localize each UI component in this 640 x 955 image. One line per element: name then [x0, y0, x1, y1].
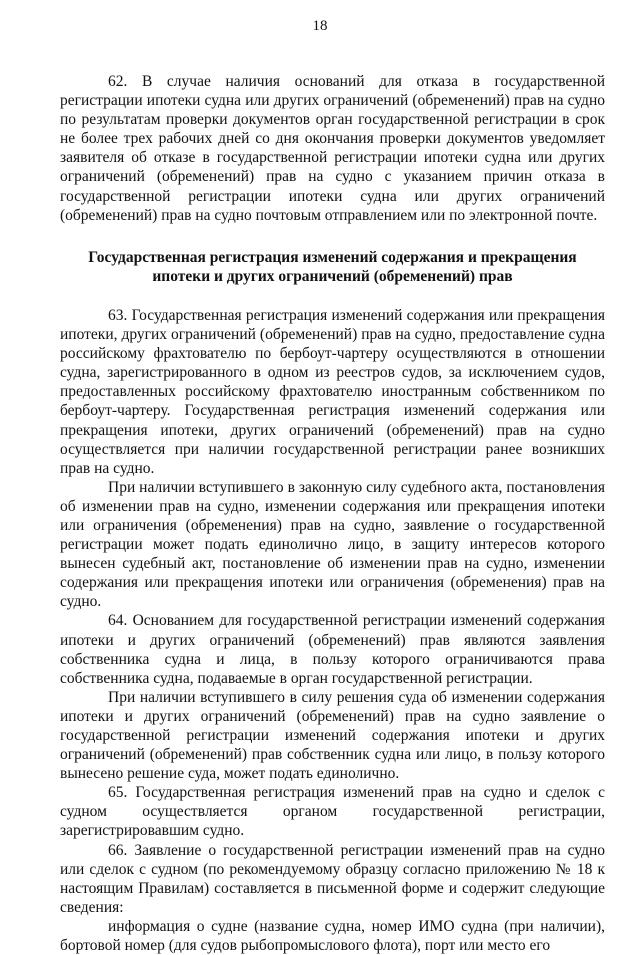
paragraph-64-court-decision: При наличии вступившего в силу решения суда об изменении содержания ипотеки и других ограничений (обременений) прав на судно заявление о государственной регистрации изменений содержания ипотеки и других ограничений (обременений) прав собственник судна или лицо, в пользу которого вынесено решение суда, может подать единолично. [60, 688, 605, 783]
page-number: 18 [312, 18, 328, 34]
paragraph-64: 64. Основанием для государственной регистрации изменений содержания ипотеки и других ограничений (обременений) прав являются заявления собственника судна и лица, в пользу которого ограничиваются права собственника судна, подаваемые в орган государственной регистрации. [60, 612, 605, 687]
paragraph-65: 65. Государственная регистрация изменений прав на судно и сделок с судном осуществляется органом государственной регистрации, зарегистрировавшим судно. [60, 784, 605, 840]
paragraph-63-court-act: При наличии вступившего в законную силу судебного акта, постановления об изменении прав на судно, изменении содержания или прекращения ипотеки или ограничения (обременения) прав на судно, заявление о государственной регистрации может подать единолично лицо, в защиту интересов которого вынесен судебный акт, постановление об изменении прав на судно, изменении содержания или прекращения ипотеки или ограничения (обременения) прав на судно. [60, 478, 605, 611]
paragraph-62: 62. В случае наличия оснований для отказа в государственной регистрации ипотеки судна или других ограничений (обременений) прав на судно по результатам проверки документов орган государственной регистрации в срок не более трех рабочих дней со дня окончания проверки документов уведомляет заявителя об отказе в государственной регистрации ипотеки судна или других ограничений (обременений) прав на судно с указанием причин отказа в государственной регистрации ипотеки судна или других ограничений (обременений) прав на судно почтовым отправлением или по электронной почте. [60, 73, 605, 224]
paragraph-66-vessel-info: информация о судне (название судна, номер ИМО судна (при наличии), бортовой номер (для судов рыбопромыслового флота), порт или место его [60, 917, 605, 955]
document-body [60, 72, 605, 955]
paragraph-66: 66. Заявление о государственной регистрации изменений прав на судно или сделок с судном (по рекомендуемому образцу согласно приложению № 18 к настоящим Правилам) составляется в письменной форме и содержит следующие сведения: [60, 841, 605, 916]
section-heading: Государственная регистрация изменений содержания и прекращения ипотеки и других ограничений (обременений) прав [88, 248, 577, 285]
paragraph-63: 63. Государственная регистрация изменений содержания или прекращения ипотеки, других ограничений (обременений) прав на судно, предоставление судна российскому фрахтователю по бербоут-чартеру осуществляются в отношении судна, зарегистрированного в одном из реестров судов, за исключением судов, предоставленных российскому фрахтователю иностранным собственником по бербоут-чартеру. Государственная регистрация изменений содержания или прекращения ипотеки, других ограничений (обременений) прав на судно осуществляется при наличии государственной регистрации ранее возникших прав на судно. [60, 306, 605, 477]
